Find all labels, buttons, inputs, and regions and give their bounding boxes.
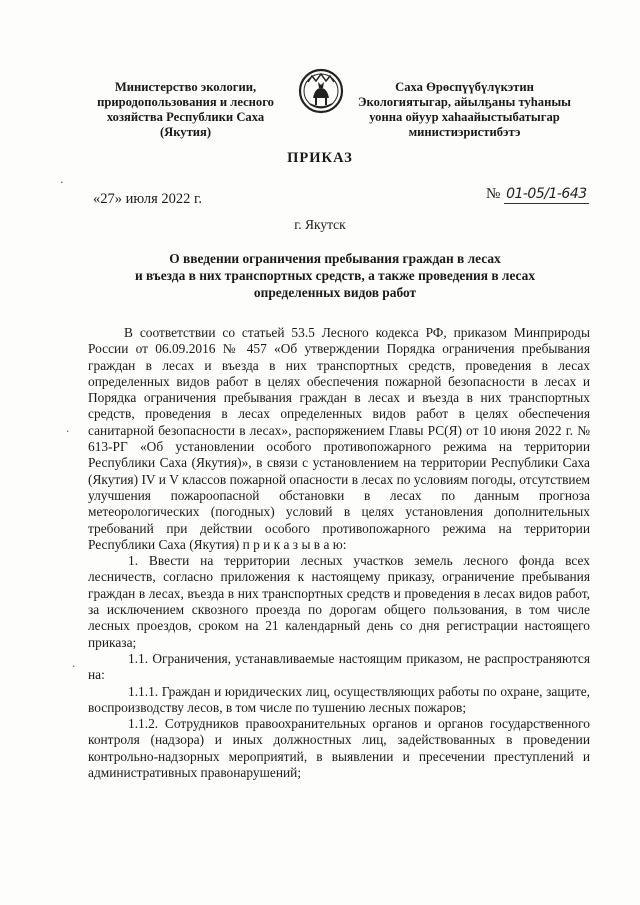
- city: г. Якутск: [294, 217, 346, 232]
- document-title: ПРИКАЗ: [287, 150, 353, 166]
- header-line: Министерство экологии,: [114, 80, 257, 94]
- header-line: министиэристибэтэ: [408, 125, 521, 139]
- subject-line: О введении ограничения пребывания граждан в лесах: [169, 251, 501, 266]
- clause-1: 1. Ввести на территории лесных участков земель лесного фонда всех лесничеств, согласно приложения к настоящему приказу, ограничение пребывания граждан в лесах, въезда в них транспортных средств и проведения в лесах видов работ, за исключением сквозного проезда по дорогам общего пользования, в том числе лесных проездов, сроком на 21 календарный день со дня регистрации настоящего приказа;: [88, 553, 590, 650]
- header-line: природопользования и лесного: [97, 95, 274, 109]
- header-line: уонна ойуур хаһаайыстыбатыгар: [369, 110, 560, 124]
- header-line: Саха Өрөспүүбүлүкэтин: [395, 80, 534, 94]
- clause-1-1-2: 1.1.2. Сотрудников правоохранительных органов и органов государственного контроля (надзора) и иных должностных лиц, задействованных в проведении контрольно-надзорных мероприятий, в выявлении и пресечении преступлений и административных правонарушений;: [88, 716, 590, 781]
- order-subject: [90, 250, 580, 301]
- clause-1-1-1: 1.1.1. Граждан и юридических лиц, осуществляющих работы по охране, защите, воспроизводству лесов, в том числе по тушению лесных пожаров;: [88, 683, 590, 715]
- clause-1-1: 1.1. Ограничения, устанавливаемые настоящим приказом, не распространяются на:: [88, 650, 590, 683]
- handwritten-number: 01-05/1-643: [506, 186, 587, 202]
- order-number: [486, 186, 589, 204]
- subject-line: определенных видов работ: [253, 285, 417, 300]
- order-date: «27» июля 2022 г.: [93, 191, 202, 207]
- header-line: (Якутия): [159, 125, 212, 139]
- margin-mark: ·: [66, 425, 70, 438]
- header-line: хозяйства Республики Саха: [106, 110, 265, 124]
- number-prefix: №: [486, 186, 501, 202]
- ministry-name-russian: [78, 80, 293, 140]
- number-underline: [504, 186, 589, 204]
- header-line: Экологиятыгар, айылҕаны туһаныы: [357, 95, 572, 109]
- margin-mark: ·: [72, 660, 76, 673]
- coat-of-arms-emblem: [298, 68, 344, 114]
- preamble-paragraph: В соответствии со статьей 53.5 Лесного кодекса РФ, приказом Минприроды России от 06.09.2016 № 457 «Об утверждении Порядка ограничения пребывания граждан в лесах и въезда в них транспортных средств, проведения в лесах определенных видов работ в целях обеспечения пожарной безопасности в лесах и Порядка ограничения пребывания граждан в лесах и въезда в них транспортных средств, проведения в лесах определенных видов работ в целях обеспечения санитарной безопасности в лесах», распоряжением Главы РС(Я) от 10 июня 2022 г. № 613-РГ «Об установлении особого противопожарного режима на территории Республики Саха (Якутия)», в связи с установлением на территории Республики Саха (Якутия) IV и V классов пожарной опасности в лесах по условиям погоды, отсутствием улучшения пожароопасной обстановки в лесах по данным прогноза метеорологических (погодных) условий в целях установления дополнительных требований при действии особого противопожарного режима на территории Республики Саха (Якутия) п р и к а з ы в а ю:: [88, 325, 590, 552]
- order-body: [88, 325, 590, 781]
- subject-line: и въезда в них транспортных средств, а также проведения в лесах: [134, 268, 536, 283]
- ministry-name-sakha: [352, 80, 577, 140]
- margin-mark: ·: [60, 176, 64, 189]
